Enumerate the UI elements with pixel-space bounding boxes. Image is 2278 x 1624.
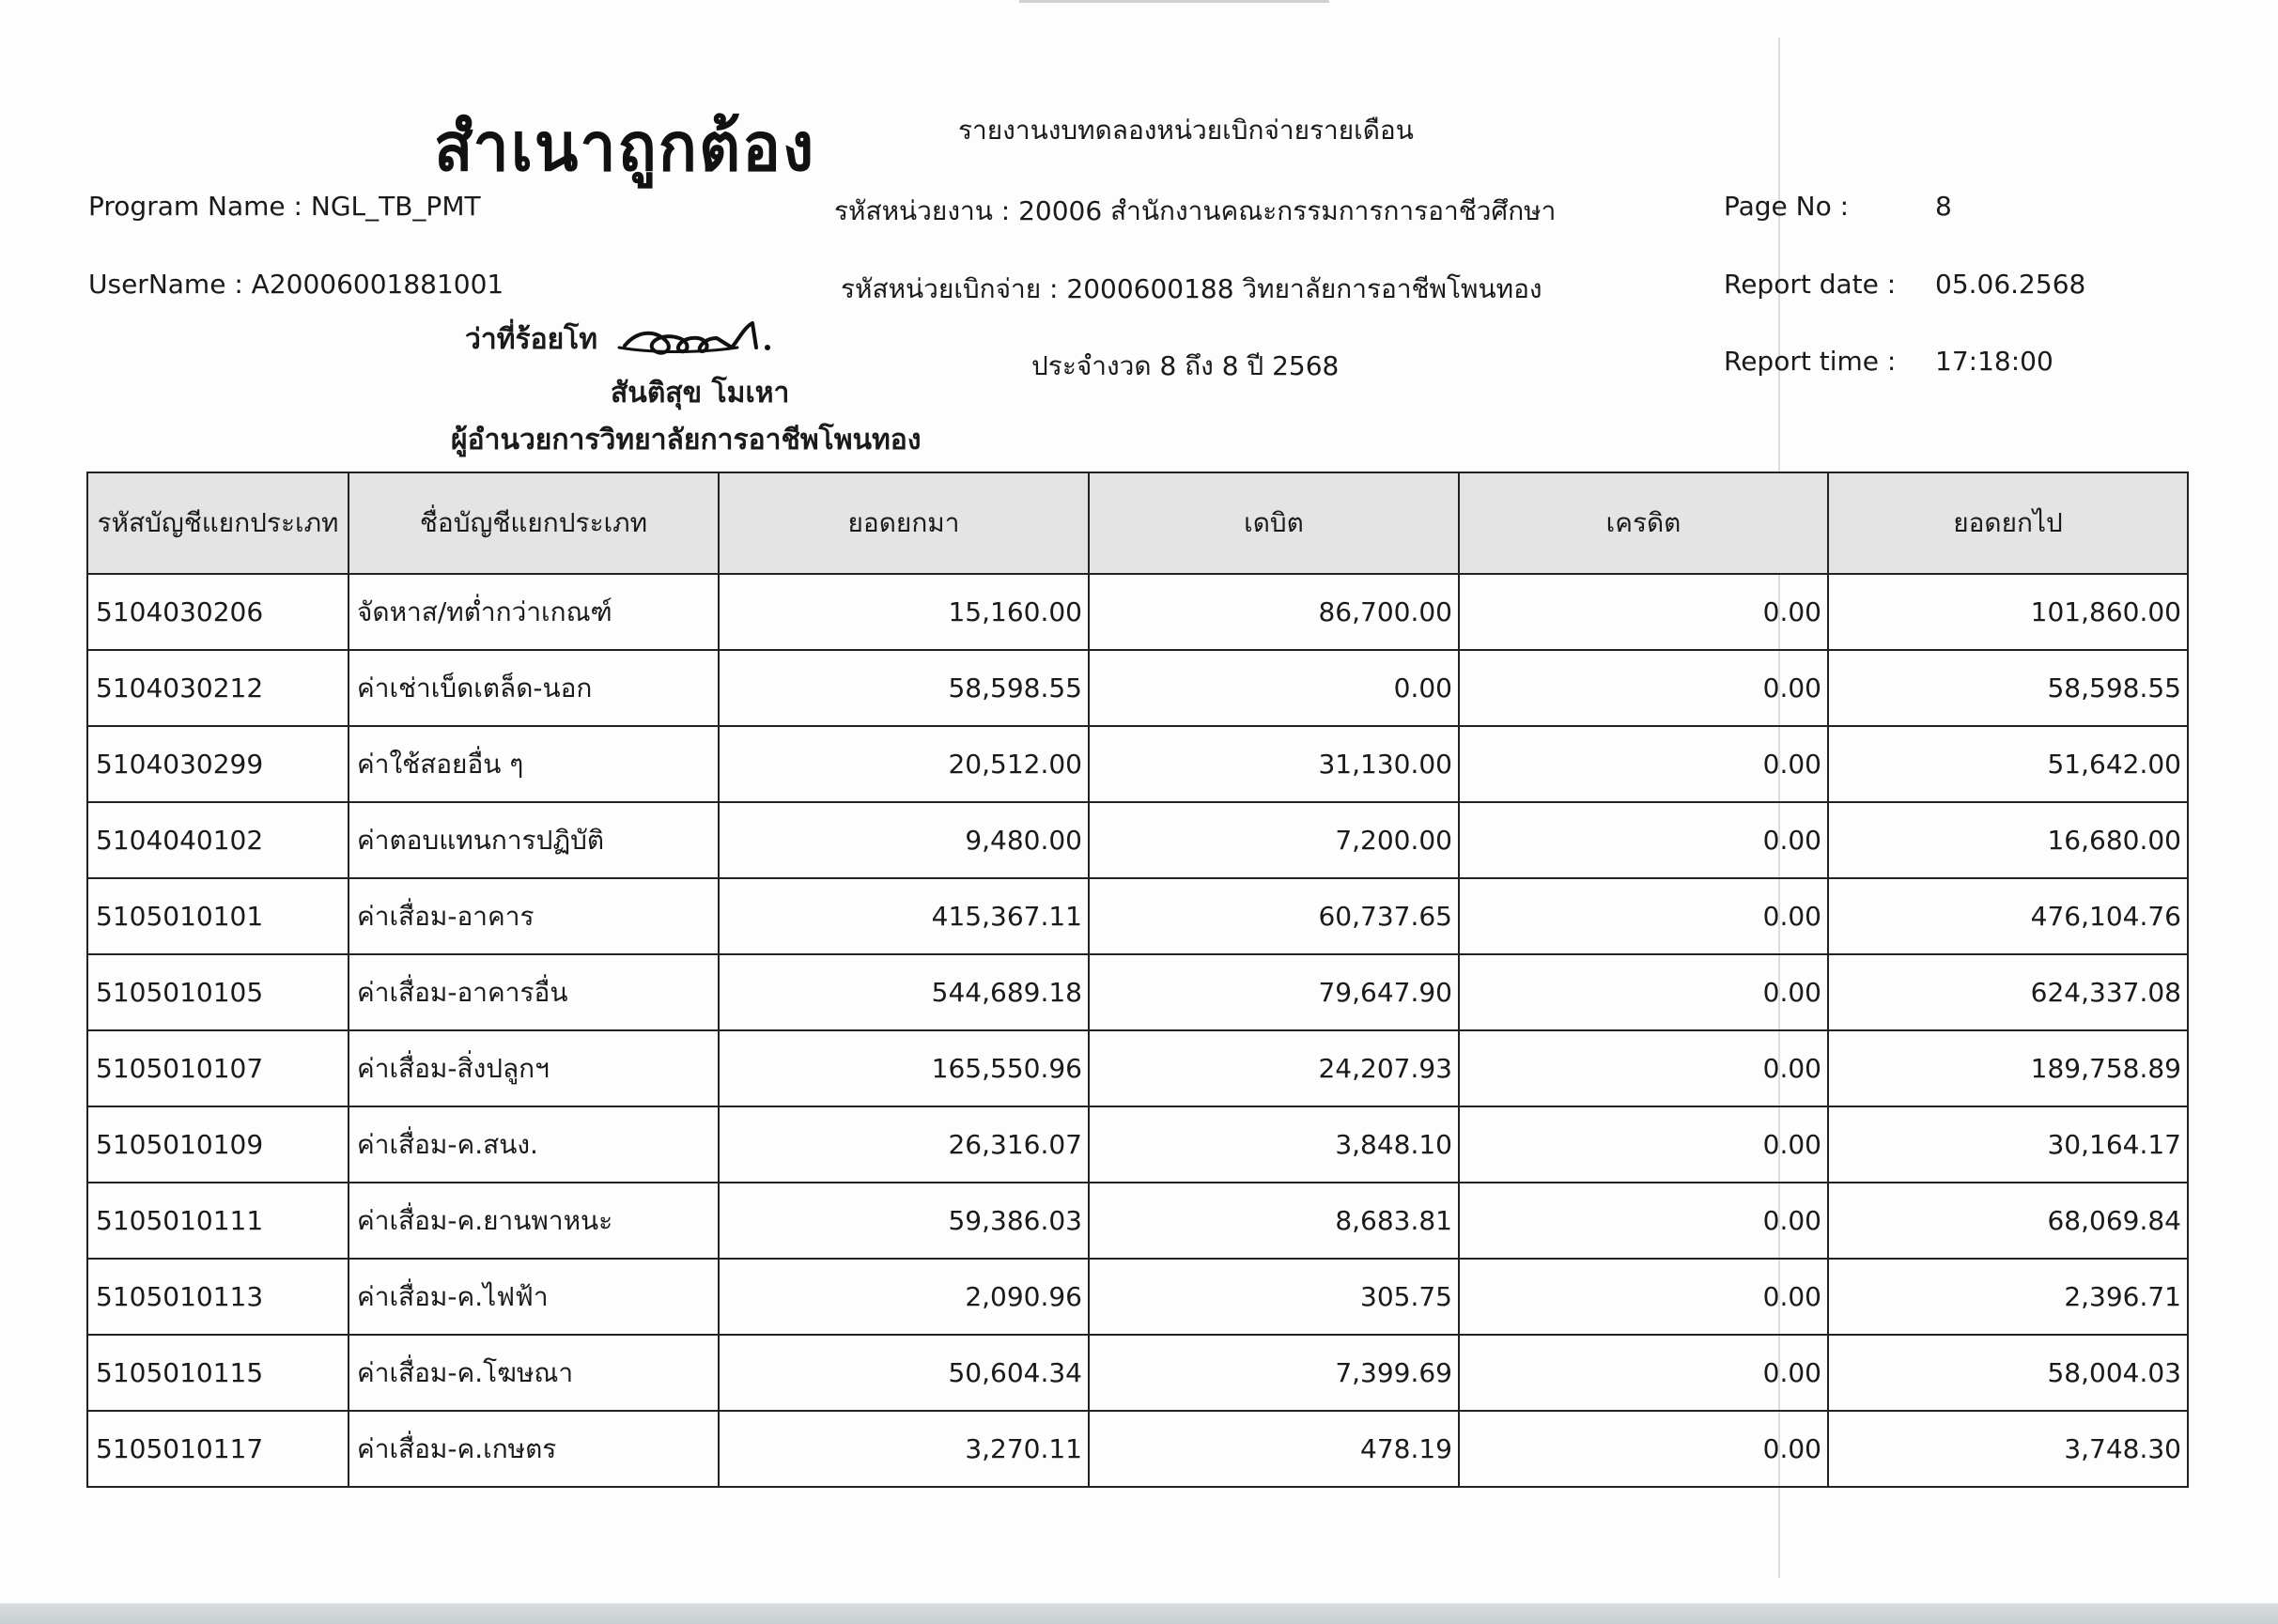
account-name-cell: ค่าเสื่อม-ค.สนง. bbox=[349, 1106, 719, 1183]
scan-top-mark bbox=[1019, 0, 1329, 3]
account-code-cell: 5105010105 bbox=[87, 954, 349, 1030]
carried-forward-cell: 16,680.00 bbox=[1828, 802, 2188, 878]
table-row bbox=[87, 1335, 2188, 1411]
table-row bbox=[87, 1259, 2188, 1335]
account-code-cell: 5104030212 bbox=[87, 650, 349, 726]
brought-forward-cell: 2,090.96 bbox=[719, 1259, 1089, 1335]
report-date-label: Report date : bbox=[1724, 269, 1897, 300]
debit-cell: 7,200.00 bbox=[1089, 802, 1459, 878]
brought-forward-cell: 165,550.96 bbox=[719, 1030, 1089, 1106]
debit-cell: 31,130.00 bbox=[1089, 726, 1459, 802]
report-date-value: 05.06.2568 bbox=[1935, 269, 2086, 300]
scan-bottom-edge bbox=[0, 1603, 2278, 1624]
unit-code: รหัสหน่วยงาน : 20006 สำนักงานคณะกรรมการการอาชีวศึกษา bbox=[834, 195, 1557, 226]
account-name-cell: ค่าเสื่อม-อาคารอื่น bbox=[349, 954, 719, 1030]
header-account-code: รหัสบัญชีแยกประเภท bbox=[87, 472, 349, 574]
credit-cell: 0.00 bbox=[1459, 1183, 1828, 1259]
carried-forward-cell: 58,598.55 bbox=[1828, 650, 2188, 726]
account-name-cell: ค่าเสื่อม-อาคาร bbox=[349, 878, 719, 954]
credit-cell: 0.00 bbox=[1459, 1335, 1828, 1411]
debit-cell: 8,683.81 bbox=[1089, 1183, 1459, 1259]
account-name-cell: ค่าใช้สอยอื่น ๆ bbox=[349, 726, 719, 802]
trial-balance-table bbox=[86, 472, 2189, 1488]
table-row bbox=[87, 1106, 2188, 1183]
carried-forward-cell: 2,396.71 bbox=[1828, 1259, 2188, 1335]
account-code-cell: 5105010111 bbox=[87, 1183, 349, 1259]
header-credit: เครดิต bbox=[1459, 472, 1828, 574]
certified-copy-stamp: สำเนาถูกต้อง bbox=[434, 108, 816, 188]
credit-cell: 0.00 bbox=[1459, 878, 1828, 954]
table-row bbox=[87, 954, 2188, 1030]
brought-forward-cell: 9,480.00 bbox=[719, 802, 1089, 878]
header-debit: เดบิต bbox=[1089, 472, 1459, 574]
account-code-cell: 5105010109 bbox=[87, 1106, 349, 1183]
credit-cell: 0.00 bbox=[1459, 574, 1828, 650]
brought-forward-cell: 20,512.00 bbox=[719, 726, 1089, 802]
credit-cell: 0.00 bbox=[1459, 1411, 1828, 1487]
account-name-cell: ค่าเสื่อม-สิ่งปลูกฯ bbox=[349, 1030, 719, 1106]
credit-cell: 0.00 bbox=[1459, 650, 1828, 726]
account-code-cell: 5105010107 bbox=[87, 1030, 349, 1106]
signer-position: ผู้อำนวยการวิทยาลัยการอาชีพโพนทอง bbox=[451, 424, 922, 456]
debit-cell: 305.75 bbox=[1089, 1259, 1459, 1335]
account-code-cell: 5104040102 bbox=[87, 802, 349, 878]
account-code-cell: 5105010115 bbox=[87, 1335, 349, 1411]
account-name-cell: ค่าเสื่อม-ค.โฆษณา bbox=[349, 1335, 719, 1411]
debit-cell: 478.19 bbox=[1089, 1411, 1459, 1487]
carried-forward-cell: 30,164.17 bbox=[1828, 1106, 2188, 1183]
carried-forward-cell: 476,104.76 bbox=[1828, 878, 2188, 954]
brought-forward-cell: 58,598.55 bbox=[719, 650, 1089, 726]
carried-forward-cell: 624,337.08 bbox=[1828, 954, 2188, 1030]
header-carried-forward: ยอดยกไป bbox=[1828, 472, 2188, 574]
user-name: UserName : A20006001881001 bbox=[88, 269, 504, 300]
carried-forward-cell: 101,860.00 bbox=[1828, 574, 2188, 650]
brought-forward-cell: 59,386.03 bbox=[719, 1183, 1089, 1259]
report-period: ประจำงวด 8 ถึง 8 ปี 2568 bbox=[1031, 350, 1340, 381]
signer-rank: ว่าที่ร้อยโท bbox=[465, 323, 598, 356]
header-brought-forward: ยอดยกมา bbox=[719, 472, 1089, 574]
carried-forward-cell: 58,004.03 bbox=[1828, 1335, 2188, 1411]
brought-forward-cell: 415,367.11 bbox=[719, 878, 1089, 954]
account-code-cell: 5105010101 bbox=[87, 878, 349, 954]
debit-cell: 0.00 bbox=[1089, 650, 1459, 726]
debit-cell: 24,207.93 bbox=[1089, 1030, 1459, 1106]
credit-cell: 0.00 bbox=[1459, 954, 1828, 1030]
page-no-label: Page No : bbox=[1724, 191, 1850, 222]
account-code-cell: 5105010113 bbox=[87, 1259, 349, 1335]
account-code-cell: 5105010117 bbox=[87, 1411, 349, 1487]
carried-forward-cell: 68,069.84 bbox=[1828, 1183, 2188, 1259]
account-name-cell: ค่าตอบแทนการปฏิบัติ bbox=[349, 802, 719, 878]
debit-cell: 60,737.65 bbox=[1089, 878, 1459, 954]
account-name-cell: ค่าเสื่อม-ค.เกษตร bbox=[349, 1411, 719, 1487]
table-body bbox=[87, 574, 2188, 1487]
brought-forward-cell: 15,160.00 bbox=[719, 574, 1089, 650]
handwritten-signature bbox=[615, 310, 850, 366]
credit-cell: 0.00 bbox=[1459, 1106, 1828, 1183]
table-row bbox=[87, 574, 2188, 650]
credit-cell: 0.00 bbox=[1459, 1030, 1828, 1106]
table-row bbox=[87, 802, 2188, 878]
carried-forward-cell: 189,758.89 bbox=[1828, 1030, 2188, 1106]
table-row bbox=[87, 1183, 2188, 1259]
credit-cell: 0.00 bbox=[1459, 1259, 1828, 1335]
brought-forward-cell: 544,689.18 bbox=[719, 954, 1089, 1030]
page-no-value: 8 bbox=[1935, 191, 1952, 222]
header-account-name: ชื่อบัญชีแยกประเภท bbox=[349, 472, 719, 574]
account-name-cell: ค่าเสื่อม-ค.ยานพาหนะ bbox=[349, 1183, 719, 1259]
report-title: รายงานงบทดลองหน่วยเบิกจ่ายรายเดือน bbox=[958, 115, 1414, 146]
report-time-label: Report time : bbox=[1724, 346, 1897, 377]
brought-forward-cell: 50,604.34 bbox=[719, 1335, 1089, 1411]
account-name-cell: จัดหาส/ทต่ำกว่าเกณฑ์ bbox=[349, 574, 719, 650]
carried-forward-cell: 3,748.30 bbox=[1828, 1411, 2188, 1487]
credit-cell: 0.00 bbox=[1459, 726, 1828, 802]
disbursement-unit: รหัสหน่วยเบิกจ่าย : 2000600188 วิทยาลัยการอาชีพโพนทอง bbox=[841, 273, 1542, 304]
carried-forward-cell: 51,642.00 bbox=[1828, 726, 2188, 802]
brought-forward-cell: 3,270.11 bbox=[719, 1411, 1089, 1487]
account-name-cell: ค่าเสื่อม-ค.ไฟฟ้า bbox=[349, 1259, 719, 1335]
account-name-cell: ค่าเช่าเบ็ดเตล็ด-นอก bbox=[349, 650, 719, 726]
brought-forward-cell: 26,316.07 bbox=[719, 1106, 1089, 1183]
table-row bbox=[87, 726, 2188, 802]
debit-cell: 3,848.10 bbox=[1089, 1106, 1459, 1183]
table-row bbox=[87, 650, 2188, 726]
account-code-cell: 5104030206 bbox=[87, 574, 349, 650]
debit-cell: 86,700.00 bbox=[1089, 574, 1459, 650]
debit-cell: 7,399.69 bbox=[1089, 1335, 1459, 1411]
account-code-cell: 5104030299 bbox=[87, 726, 349, 802]
table-row bbox=[87, 1030, 2188, 1106]
debit-cell: 79,647.90 bbox=[1089, 954, 1459, 1030]
signer-name: สันติสุข โมเหา bbox=[611, 377, 790, 410]
report-time-value: 17:18:00 bbox=[1935, 346, 2053, 377]
credit-cell: 0.00 bbox=[1459, 802, 1828, 878]
table-row bbox=[87, 1411, 2188, 1487]
table-header-row bbox=[87, 472, 2188, 574]
table-row bbox=[87, 878, 2188, 954]
program-name: Program Name : NGL_TB_PMT bbox=[88, 191, 481, 222]
